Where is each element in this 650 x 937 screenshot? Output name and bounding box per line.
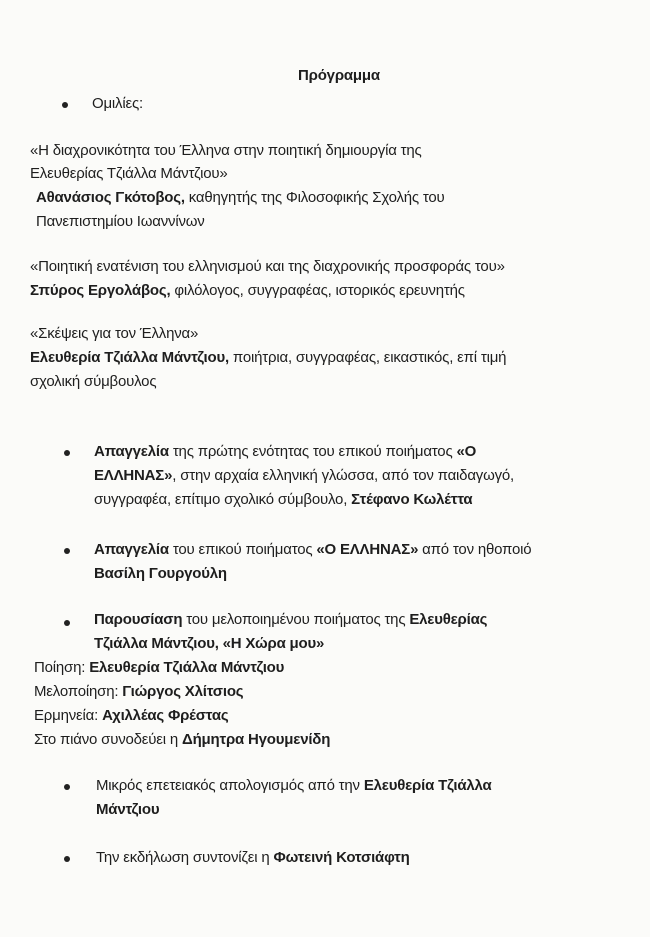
item-1-bold-3: ΕΛΛΗΝΑΣ» [94,467,173,484]
item-1-line-3 [94,490,472,510]
item-2-line-2 [94,564,227,584]
talk-3-speaker-desc-line-2: σχολική σύμβουλος [30,373,157,390]
credit-label: Ερμηνεία: [34,707,103,724]
credit-label: Στο πιάνο συνοδεύει η [34,731,182,748]
talk-3-topic-line-1: «Σκέψεις για τον Έλληνα» [30,325,199,342]
speeches-label: Ομιλίες: [92,95,143,112]
item-2-bold-3: Βασίλη Γουργούλη [94,565,227,582]
item-4-line-1 [96,776,492,796]
credit-value: Δήμητρα Ηγουμενίδη [181,731,331,748]
item-3-text-1: του μελοποιημένου ποιήματος της [182,611,410,628]
item-1-bold-4: Στέφανο Κωλέττα [351,491,473,508]
credit-label: Ποίηση: [34,659,90,676]
talk-3-speaker-name: Ελευθερία Τζιάλλα Μάντζιου, [30,349,229,366]
item-4-bold-2: Μάντζιου [96,801,160,818]
item-5-line-1 [96,848,410,868]
talk-1-topic-line-1: «Η διαχρονικότητα του Έλληνα στην ποιητική δημιουργία της [30,142,422,159]
talk-3-speaker-desc: ποιήτρια, συγγραφέας, εικαστικός, επί τιμή [228,349,507,366]
talk-1-speaker-desc-line-2: Πανεπιστημίου Ιωαννίνων [36,213,205,230]
credit-label: Μελοποίηση: [34,683,123,700]
item-1-line-1 [94,442,476,462]
talk-2-speaker-desc: φιλόλογος, συγγραφέας, ιστορικός ερευνητής [170,282,465,299]
item-1-text-3: συγγραφέα, επίτιμο σχολικό σύμβουλο, [94,491,352,508]
item-3-bold-3: Τζιάλλα Μάντζιου, «Η Χώρα μου» [94,635,325,652]
page-title: Πρόγραμμα [298,67,380,84]
item-1-line-2 [94,466,514,486]
talk-1-speaker [36,188,445,208]
credit-poetry [34,658,284,678]
item-1-bold-2: «Ο [456,443,477,460]
credit-value: Γιώργος Χλίτσιος [122,683,244,700]
item-2-text-1: του επικού ποιήματος [168,541,317,558]
item-1-text-2: , στην αρχαία ελληνική γλώσσα, από τον παιδαγωγό, [172,467,515,484]
item-4-line-2 [96,800,159,820]
item-3-bold-1: Παρουσίαση [94,611,183,628]
item-4-bold-1: Ελευθερία Τζιάλλα [363,777,492,794]
item-3-bold-2: Ελευθερίας [409,611,488,628]
item-4-text-1: Μικρός επετειακός απολογισμός από την [96,777,364,794]
bullet-icon [64,620,70,626]
credit-composition [34,682,243,702]
bullet-icon [62,102,68,108]
item-2-bold-1: Απαγγελία [94,541,169,558]
item-3-line-2 [94,634,324,654]
talk-3-speaker [30,348,506,368]
credit-piano [34,730,330,750]
item-2-line-1 [94,540,531,560]
credit-value: Ελευθερία Τζιάλλα Μάντζιου [89,659,285,676]
item-2-bold-2: «Ο ΕΛΛΗΝΑΣ» [316,541,419,558]
bullet-icon [64,856,70,862]
talk-1-speaker-desc: καθηγητής της Φιλοσοφικής Σχολής του [184,189,445,206]
credit-performance [34,706,229,726]
bullet-icon [64,784,70,790]
talk-2-topic-line-1: «Ποιητική ενατένιση του ελληνισμού και της διαχρονικής προσφοράς του» [30,258,505,275]
credit-value: Αχιλλέας Φρέστας [102,707,229,724]
talk-2-speaker-name: Σπύρος Εργολάβος, [30,282,171,299]
talk-1-speaker-name: Αθανάσιος Γκότοβος, [36,189,185,206]
bullet-icon [64,450,70,456]
talk-1-topic-line-2: Ελευθερίας Τζιάλλα Μάντζιου» [30,165,228,182]
bullet-icon [64,548,70,554]
item-5-bold-1: Φωτεινή Κοτσιάφτη [273,849,410,866]
item-3-line-1 [94,610,487,630]
item-1-text-1: της πρώτης ενότητας του επικού ποιήματος [168,443,457,460]
talk-2-speaker [30,281,465,301]
item-1-bold-1: Απαγγελία [94,443,169,460]
item-5-text-1: Την εκδήλωση συντονίζει η [96,849,274,866]
item-2-text-2: από τον ηθοποιό [418,541,532,558]
